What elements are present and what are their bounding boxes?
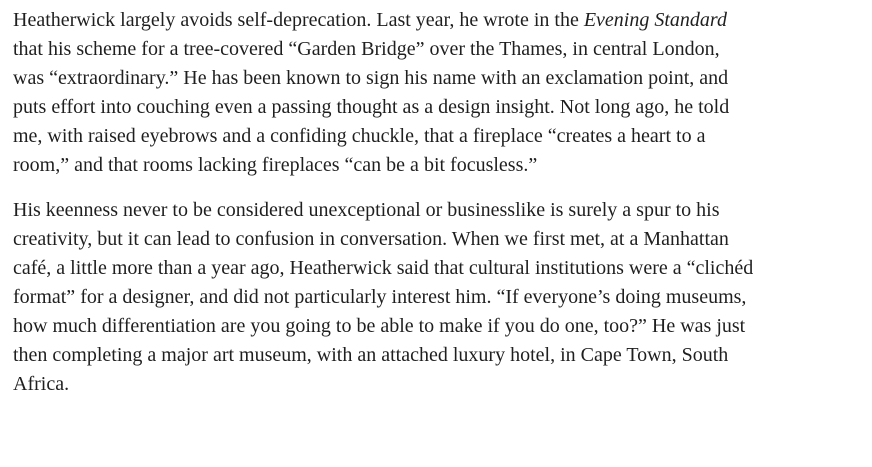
paragraph-1-line-1-text: Heatherwick largely avoids self-deprecation. Last year, he wrote in the — [13, 9, 584, 31]
paragraph-2-line-5: how much differentiation are you going to be able to make if you do one, too?” He was just — [13, 315, 746, 337]
paragraph-1-line-3: was “extraordinary.” He has been known to sign his name with an exclamation point, and — [13, 67, 729, 89]
article-body — [13, 6, 865, 399]
paragraph-1-line-4: puts effort into couching even a passing thought as a design insight. Not long ago, he told — [13, 96, 730, 118]
publication-name-evening-standard: Evening Standard — [583, 9, 727, 31]
paragraph-2-line-7: Africa. — [13, 373, 70, 395]
paragraph-1-line-1 — [13, 6, 865, 35]
paragraph-1-line-6: room,” and that rooms lacking fireplaces “can be a bit focusless.” — [13, 154, 538, 176]
paragraph-2-line-1: His keenness never to be considered unexceptional or businesslike is surely a spur to his — [13, 199, 720, 221]
paragraph-2-line-2: creativity, but it can lead to confusion in conversation. When we first met, at a Manhattan — [13, 228, 729, 250]
article-paragraph-1 — [13, 6, 865, 180]
paragraph-1-line-2: that his scheme for a tree-covered “Garden Bridge” over the Thames, in central London, — [13, 38, 720, 60]
paragraph-2-line-3: café, a little more than a year ago, Heatherwick said that cultural institutions were a “clichéd — [13, 257, 754, 279]
paragraph-2-line-6: then completing a major art museum, with an attached luxury hotel, in Cape Town, South — [13, 344, 729, 366]
paragraph-1-line-5: me, with raised eyebrows and a confiding chuckle, that a fireplace “creates a heart to a — [13, 125, 706, 147]
paragraph-2-line-4: format” for a designer, and did not particularly interest him. “If everyone’s doing museums, — [13, 286, 747, 308]
article-paragraph-2 — [13, 196, 865, 399]
